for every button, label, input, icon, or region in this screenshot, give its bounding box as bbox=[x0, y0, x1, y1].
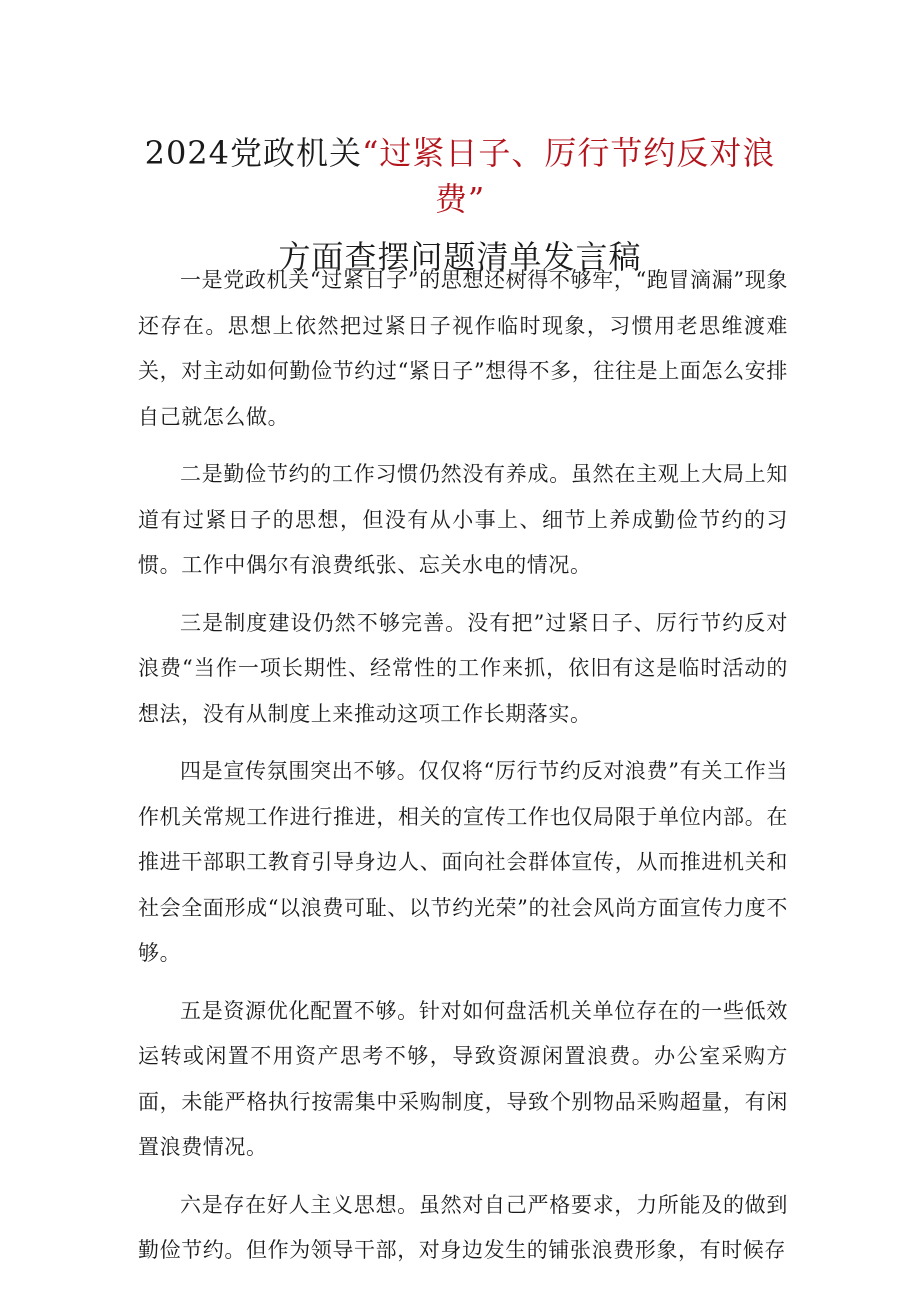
paragraph-2: 二是勤俭节约的工作习惯仍然没有养成。虽然在主观上大局上知道有过紧日子的思想，但没有从小事上、细节上养成勤俭节约的习惯。工作中偶尔有浪费纸张、忘关水电的情况。 bbox=[138, 462, 788, 577]
paragraph-1: 一是党政机关“过紧日子”的思想还树得不够牢，“跑冒滴漏”现象还存在。思想上依然把过紧日子视作临时现象，习惯用老思维渡难关，对主动如何勤俭节约过“紧日子”想得不多，往往是上面怎么安排自己就怎么做。 bbox=[138, 268, 788, 429]
paragraph-4: 四是宣传氛围突出不够。仅仅将“厉行节约反对浪费”有关工作当作机关常规工作进行推进，相关的宣传工作也仅局限于单位内部。在推进干部职工教育引导身边人、面向社会群体宣传，从而推进机关和社会全面形成“以浪费可耻、以节约光荣”的社会风尚方面宣传力度不够。 bbox=[138, 759, 788, 965]
paragraph-5: 五是资源优化配置不够。针对如何盘活机关单位存在的一些低效运转或闲置不用资产思考不够，导致资源闲置浪费。办公室采购方面，未能严格执行按需集中采购制度，导致个别物品采购超量，有闲置浪费情况。 bbox=[138, 998, 788, 1159]
title-year-prefix: 2024党政机关 bbox=[144, 134, 363, 172]
paragraph-3: 三是制度建设仍然不够完善。没有把”过紧日子、厉行节约反对浪费“当作一项长期性、经常性的工作来抓，依旧有这是临时活动的想法，没有从制度上来推动这项工作长期落实。 bbox=[138, 610, 788, 726]
title-line-1 bbox=[120, 130, 800, 222]
document-body bbox=[138, 258, 788, 1274]
paragraph-6: 六是存在好人主义思想。虽然对自己严格要求，力所能及的做到勤俭节约。但作为领导干部，对身边发生的铺张浪费形象，有时候存 bbox=[138, 1192, 788, 1262]
title-highlight: “过紧日子、厉行节约反对浪费” bbox=[362, 134, 776, 218]
title-line-2: 方面查摆问题清单发言稿 bbox=[278, 238, 642, 276]
